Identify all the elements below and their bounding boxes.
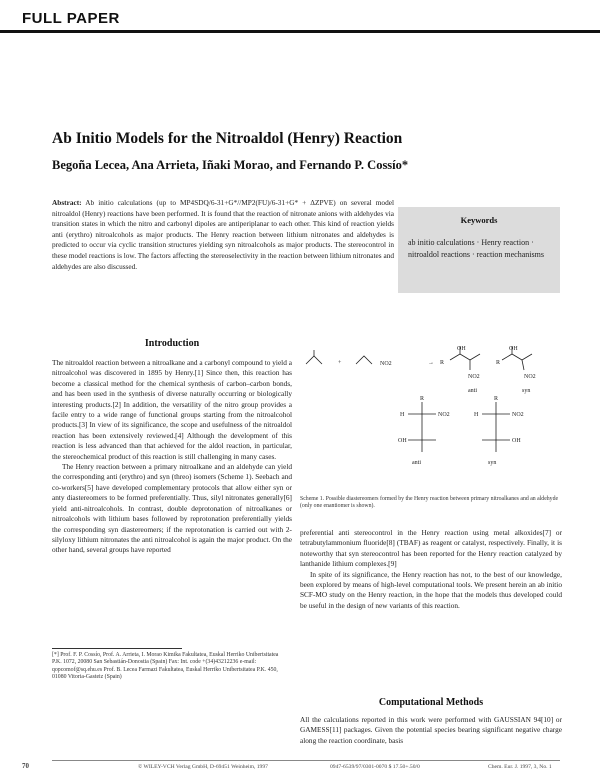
fischer-anti-no2-label: NO2: [438, 412, 450, 418]
syn-oh-label: OH: [509, 346, 518, 352]
syn-r-label: R: [496, 360, 501, 366]
publisher-line: © WILEY-VCH Verlag GmbH, D-69451 Weinheim, 1997: [138, 764, 268, 770]
methods-heading: Computational Methods: [378, 697, 484, 708]
footer-rule: [52, 760, 560, 761]
keywords-box: [398, 207, 560, 293]
abstract-text: Ab initio calculations (up to MP4SDQ/6-31+G*//MP2(FU)/6-31+G* + ΔZPVE) on several model nitroaldol (Henry) reactions have been performed. It is found that the reaction of nitronate anions with aldehydes via transition states in which the nitro and carbonyl dipoles are antiperiplanar to each other. This kind of reaction yields anti (erythro) nitroalcohols as major products. The Henry reaction between lithium nitronates and aldehydes is predicted to occur via cyclic transition structures yielding syn nitroalcohols as major products. The stereocontrol in these model reactions is low. The factors affecting the stereoselectivity in the reaction between lithium nitronates and aldehydes are also discussed.: [52, 198, 394, 271]
keywords-list: ab initio calculations · Henry reaction · nitroaldol reactions · reaction mechanisms: [408, 238, 544, 259]
author-list: Begoña Lecea, Ana Arrieta, Iñaki Morao, and Fernando P. Cossío*: [52, 158, 409, 172]
journal-citation: Chem. Eur. J. 1997, 3, No. 1: [488, 764, 552, 770]
anti-no2-label: NO2: [468, 374, 480, 380]
nitroalkane-no2-label: NO2: [380, 361, 392, 367]
aldehyde-skeleton: [306, 356, 322, 364]
section-header: FULL PAPER: [22, 10, 120, 27]
intro-paragraph-2: The Henry reaction between a primary nitroalkane and an aldehyde can yield the corresponding anti (erythro) and syn (threo) isomers (Scheme 1). Seebach and co-workers[5] have developed complementary protocols that allow either syn or anty diastereomers to be formed preferentially. Thus, silyl nitronates generally[6] yield anti-nitroalcohols. In contrast, double deprotonation of nitroalkanes or nitroalcohols with lithium bases followed by reprotonation preferentially yields the corresponding syn diastereomers; if the reprotonation is carried out with 2-silyloxy lithium nitronates the anti nitroalcohol is again the major product. On the other hand, several groups have reported: [52, 462, 292, 555]
syn-label: syn: [522, 388, 531, 394]
scheme-1-figure: [300, 344, 560, 494]
fischer-anti-label: anti: [412, 460, 421, 466]
intro-paragraph-1: The nitroaldol reaction between a nitroalkane and a carbonyl compound to yield a nitroalcohol was discovered in 1895 by Henry.[1] Since then, this reaction has become a classical method for the chemical synthesis of carbon–carbon bonds, and has been used in the synthesis of diverse naturally occurring or biologically interesting products.[2] In addition, the versatility of the nitro group provides a facile entry to a wide range of functional groups starting from the nitroalcohol products.[3] In view of its significance, the scope and usefulness of the nitroaldol reaction has been extensively reviewed.[4] Although the development of this reaction is less advanced than that achieved for the aldol reaction, in particular, the stereochemical product of this reaction is still challenging in many cases.: [52, 358, 292, 461]
affiliation-footnote: [*] Prof. F. P. Cossío, Prof. A. Arrieta, I. Morao Kimika Fakultatea, Euskal Herriko Unibertsitatea P.K. 1072, 20080 San Sebastián-Donostia (Spain) Fax: Int. code +(34)43212236 e-mail: qopcomof@sq.ehu.es Prof. B. Lecea Farmazi Fakultatea, Euskal Herriko Unibertsitatea P.K. 450, 01080 Vitoria-Gasteiz (Spain): [52, 652, 279, 680]
fischer-anti-oh-label: OH: [398, 438, 407, 444]
syn-no2-label: NO2: [524, 374, 536, 380]
introduction-heading: Introduction: [144, 338, 200, 349]
nitroalkane-skeleton: [356, 356, 372, 364]
fischer-anti-r-label: R: [420, 396, 425, 402]
syn-product-skeleton: [502, 354, 532, 360]
fischer-syn-no2-label: NO2: [512, 412, 524, 418]
introduction-continued: [300, 528, 562, 611]
fischer-syn-oh-label: OH: [512, 438, 521, 444]
syn-no2-bond: [522, 360, 524, 370]
introduction-body: [52, 358, 292, 556]
fischer-syn-r-label: R: [494, 396, 499, 402]
keywords-title: Keywords: [460, 215, 498, 225]
abstract: [52, 198, 394, 272]
scheme-1-caption: Scheme 1. Possible diastereomers formed by the Henry reaction between primary nitroalkanes and an aldehyde (only one enantiomer is shown).: [300, 496, 559, 510]
scheme-1-drawing: [300, 344, 560, 494]
anti-oh-label: OH: [457, 346, 466, 352]
footnote-rule: [52, 648, 182, 649]
fischer-anti-h-label: H: [400, 412, 405, 418]
reaction-arrow: →: [428, 360, 434, 366]
page-number: 70: [22, 762, 29, 770]
issn-line: 0947-6539/97/0301-0070 $ 17.50+.50/0: [330, 764, 420, 770]
abstract-label: Abstract:: [52, 198, 82, 207]
fischer-syn-h-label: H: [474, 412, 479, 418]
intro-paragraph-3: preferential anti stereocontrol in the Henry reaction using metal alkoxides[7] or tetrabutylammonium fluoride[8] (TBAF) as reagent or catalyst, respectively. Finally, it is noteworthy that syn stereocontrol has been reported for the Henry reaction catalyzed by lanthanide lithium complexes.[9]: [300, 528, 562, 569]
anti-r-label: R: [440, 360, 445, 366]
header-rule: [0, 30, 600, 33]
plus-sign: +: [338, 360, 342, 366]
article-title: Ab Initio Models for the Nitroaldol (Henry) Reaction: [52, 130, 403, 147]
intro-paragraph-4: In spite of its significance, the Henry reaction has not, to the best of our knowledge, been explored by means of high-level computational tools. We present herein an ab initio SCF-MO study on the Henry reaction, in the hope that the models thus developed could be useful in the design of new variants of this reaction.: [300, 569, 562, 610]
methods-body: [300, 715, 562, 746]
anti-label: anti: [468, 388, 477, 394]
fischer-syn-label: syn: [488, 460, 497, 466]
anti-product-skeleton: [450, 354, 480, 360]
methods-paragraph: All the calculations reported in this work were performed with GAUSSIAN 94[10] or GAMESS[11] packages. Given the potential species bearing significant negative charge along the reaction coordinate, basis: [300, 715, 562, 745]
